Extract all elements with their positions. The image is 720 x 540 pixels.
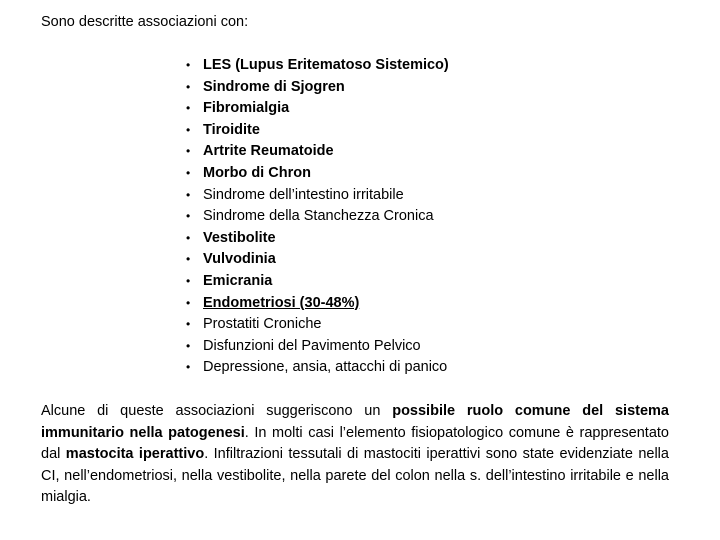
paragraph-bold-immune-role: possibile ruolo comune del sistema immunitario nella patogenesi: [41, 403, 669, 441]
association-item: [186, 120, 586, 142]
association-item: [186, 55, 586, 77]
paragraph-bold-mast-cell: mastocita iperattivo: [65, 446, 205, 463]
association-item: [186, 357, 586, 379]
association-label: Sindrome di Sjogren: [203, 78, 345, 95]
association-item: [186, 271, 586, 293]
association-label: Emicrania: [203, 272, 273, 289]
association-label: Sindrome dell’intestino irritabile: [203, 186, 404, 203]
bullet-icon: •: [186, 252, 191, 267]
summary-paragraph: [41, 401, 669, 509]
association-label: Vestibolite: [203, 229, 276, 246]
bullet-icon: •: [186, 295, 191, 310]
association-item: [186, 314, 586, 336]
bullet-icon: •: [186, 144, 191, 159]
bullet-icon: •: [186, 122, 191, 137]
paragraph-text-3: . Infiltrazioni tessutali di mastociti iperattivi sono state evidenziate nella CI, nell’endometriosi, nella vestibolite, nella parete del colon nella s. dell’intestino irritabile e nella mialgia.: [41, 446, 669, 506]
association-item: [186, 77, 586, 99]
bullet-icon: •: [186, 209, 191, 224]
association-item: [186, 141, 586, 163]
association-label: Endometriosi (30-48%): [203, 294, 360, 311]
association-item: [186, 163, 586, 185]
association-item: [186, 228, 586, 250]
paragraph-text-2: . In molti casi l’elemento fisiopatologico comune è rappresentato dal: [41, 424, 669, 463]
bullet-icon: •: [186, 360, 191, 375]
association-label: Sindrome della Stanchezza Cronica: [203, 208, 434, 225]
association-label: Tiroidite: [203, 121, 260, 138]
bullet-icon: •: [186, 273, 191, 288]
association-label: Depressione, ansia, attacchi di panico: [203, 359, 448, 376]
association-item: [186, 185, 586, 207]
paragraph-text-1: Alcune di queste associazioni suggeriscono un: [41, 403, 393, 419]
association-label: Morbo di Chron: [203, 164, 311, 181]
association-label: Prostatiti Croniche: [203, 316, 322, 333]
bullet-icon: •: [186, 165, 191, 180]
bullet-icon: •: [186, 230, 191, 245]
association-label: Artrite Reumatoide: [203, 143, 334, 160]
bullet-icon: •: [186, 187, 191, 202]
association-item: [186, 98, 586, 120]
bullet-icon: •: [186, 338, 191, 353]
association-label: Vulvodinia: [203, 251, 276, 268]
association-label: Fibromialgia: [203, 100, 290, 117]
bullet-icon: •: [186, 79, 191, 94]
bullet-icon: •: [186, 58, 191, 72]
associations-list: [186, 55, 586, 379]
intro-heading: Sono descritte associazioni con:: [41, 14, 249, 30]
association-item: [186, 249, 586, 271]
association-label: LES (Lupus Eritematoso Sistemico): [203, 57, 449, 73]
association-item: [186, 206, 586, 228]
association-item: [186, 336, 586, 358]
association-item: [186, 293, 586, 315]
bullet-icon: •: [186, 317, 191, 332]
association-label: Disfunzioni del Pavimento Pelvico: [203, 337, 421, 354]
bullet-icon: •: [186, 101, 191, 116]
